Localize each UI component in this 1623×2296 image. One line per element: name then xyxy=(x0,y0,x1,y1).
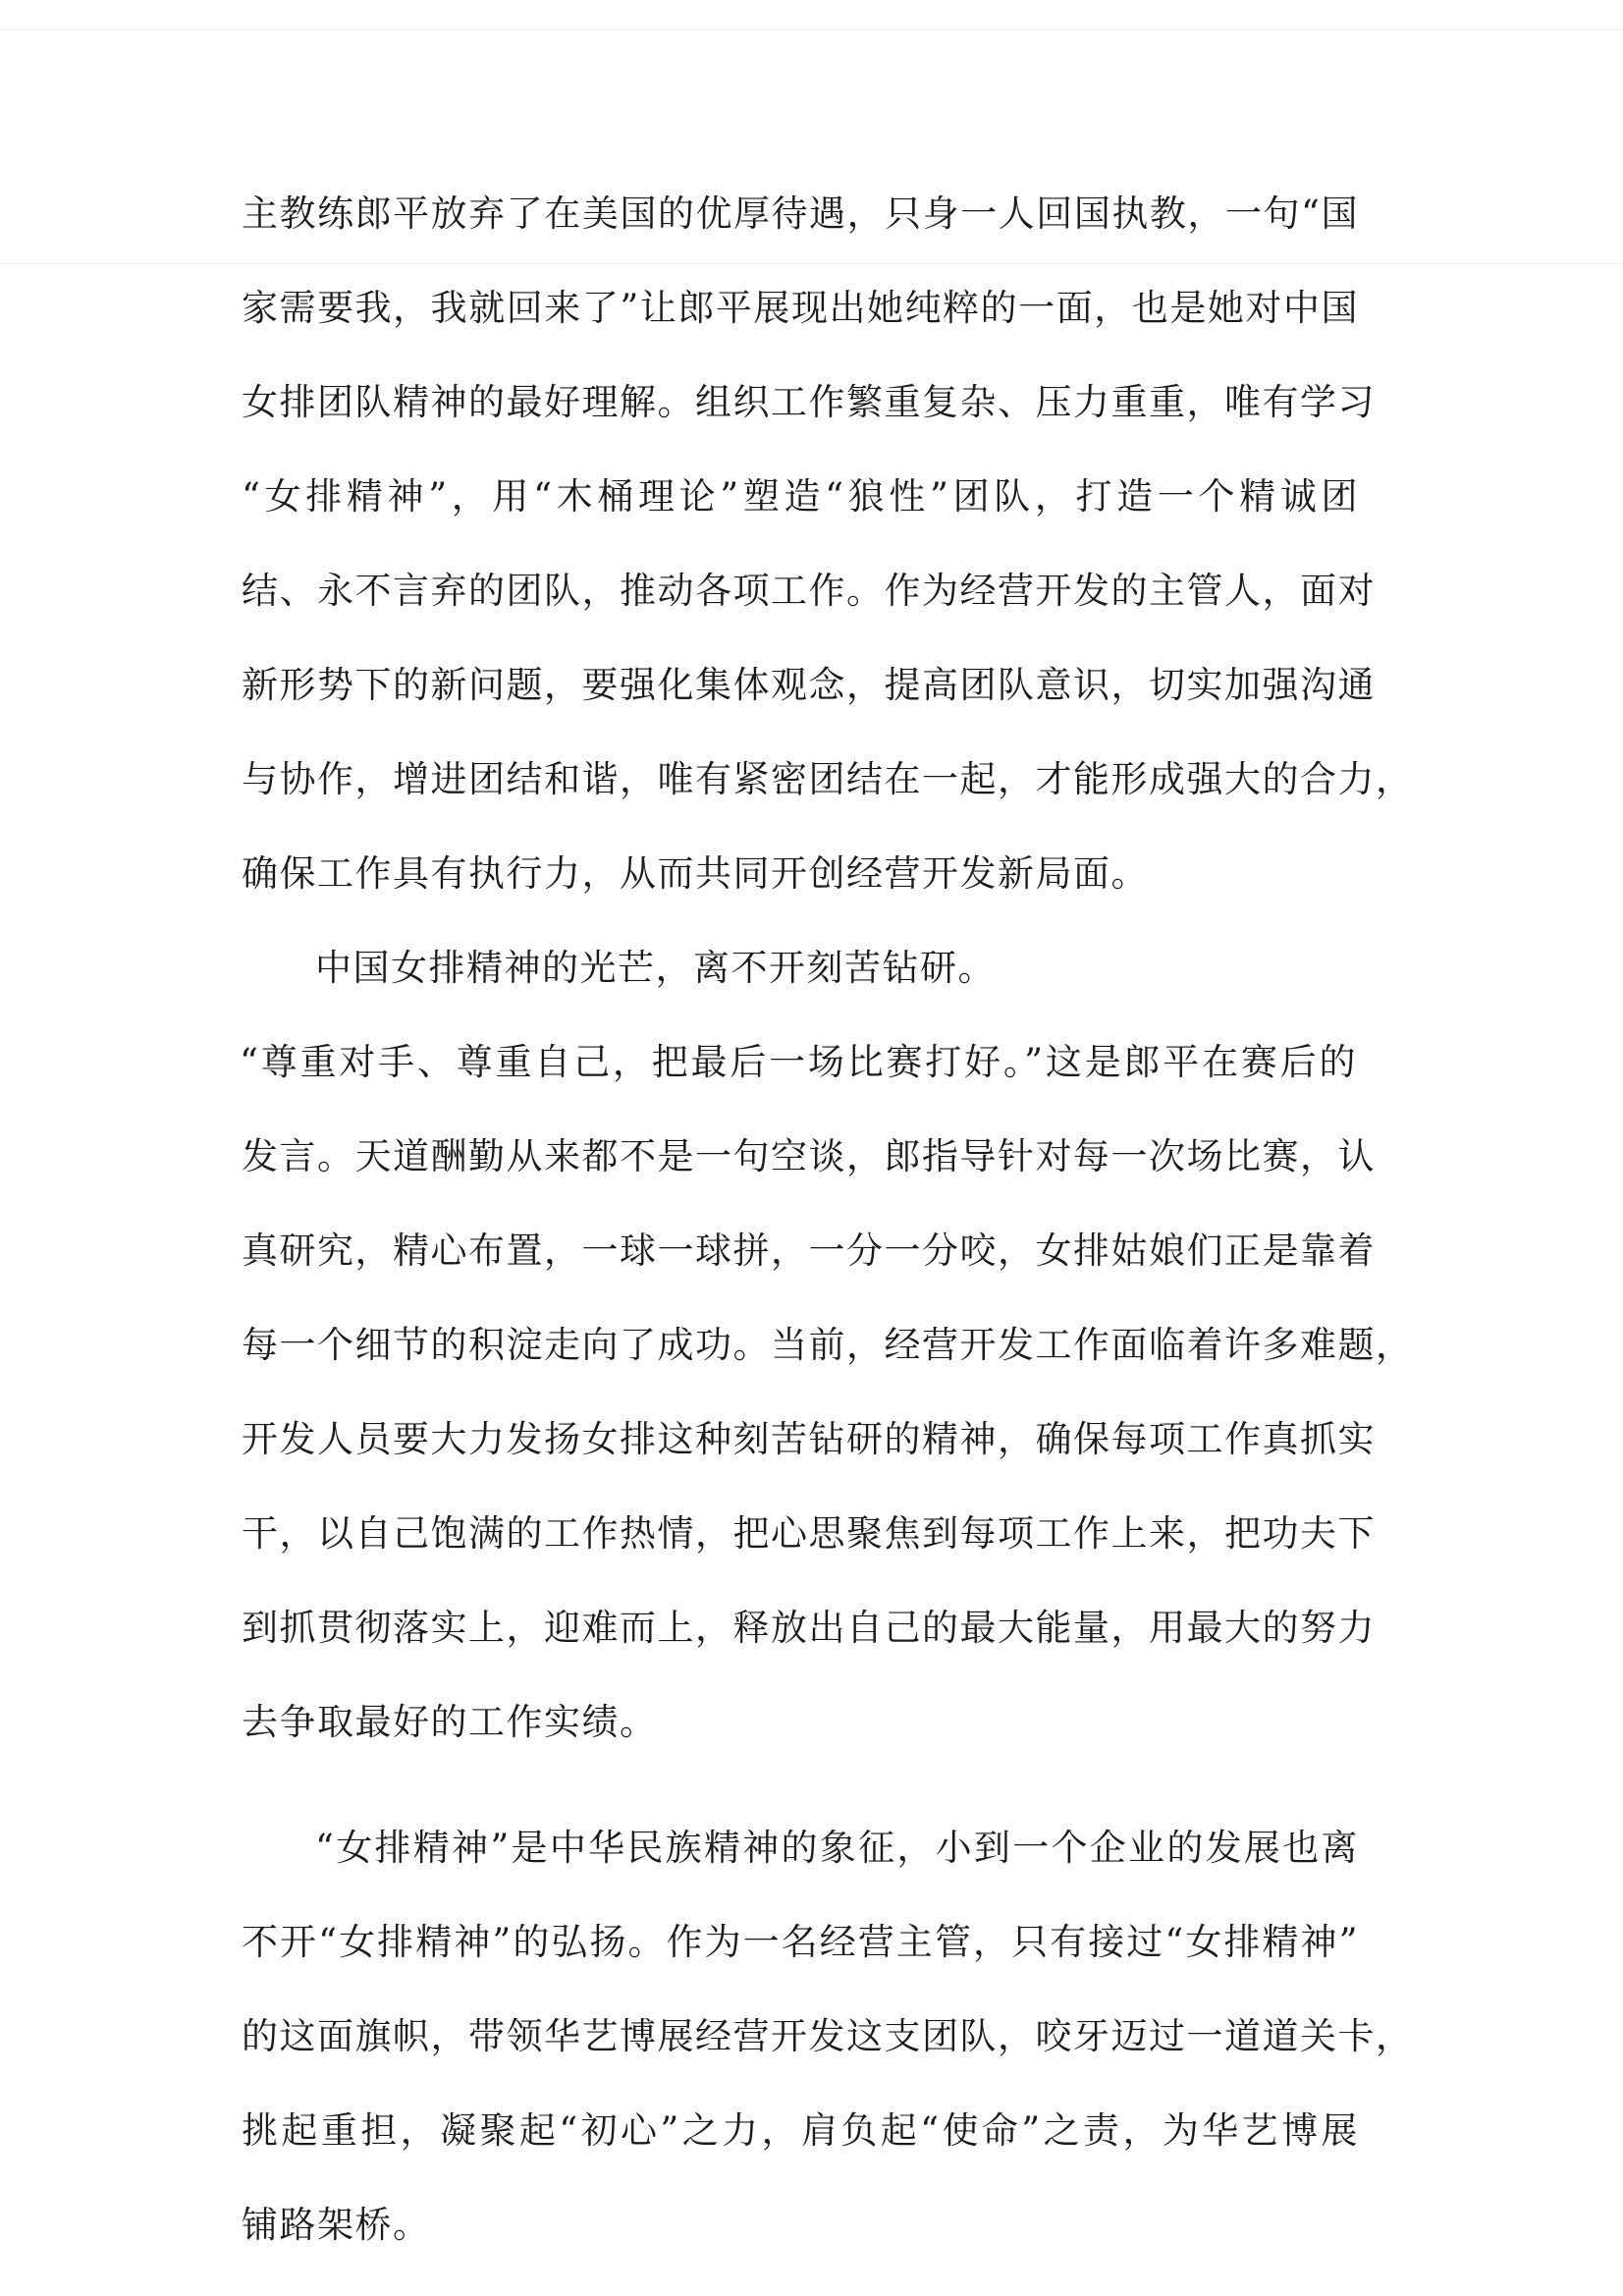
paragraph-line: “女排精神”是中华民族精神的象征，小到一个企业的发展也离 xyxy=(315,1827,1359,1869)
paragraph-line: 女排团队精神的最好理解。组织工作繁重复杂、压力重重，唯有学习 xyxy=(242,381,1376,423)
paragraph-line: 确保工作具有执行力，从而共同开创经营开发新局面。 xyxy=(242,852,1149,895)
paragraph-line: 家需要我，我就回来了”让郎平展现出她纯粹的一面，也是她对中国 xyxy=(242,287,1359,329)
paragraph-line: 开发人员要大力发扬女排这种刻苦钻研的精神，确保每项工作真抓实 xyxy=(242,1418,1376,1460)
paragraph-line: “女排精神”，用“木桶理论”塑造“狼性”团队，打造一个精诚团 xyxy=(242,475,1359,518)
paragraph-line: 去争取最好的工作实绩。 xyxy=(242,1701,658,1743)
paragraph-line: 铺路架桥。 xyxy=(242,2204,431,2246)
paragraph-line: 真研究，精心布置，一球一球拼，一分一分咬，女排姑娘们正是靠着 xyxy=(242,1230,1376,1272)
paragraph-line: 干，以自己饱满的工作热情，把心思聚焦到每项工作上来，把功夫下 xyxy=(242,1512,1376,1555)
paragraph-line: 不开“女排精神”的弘扬。作为一名经营主管，只有接过“女排精神” xyxy=(242,1921,1359,1963)
paragraph-line: 新形势下的新问题，要强化集体观念，提高团队意识，切实加强沟通 xyxy=(242,664,1376,706)
paragraph-line: 到抓贯彻落实上，迎难而上，释放出自己的最大能量，用最大的努力 xyxy=(242,1607,1376,1649)
paragraph-line: 与协作，增进团结和谐，唯有紧密团结在一起，才能形成强大的合力， xyxy=(242,758,1414,800)
paragraph-line: 发言。天道酬勤从来都不是一句空谈，郎指导针对每一次场比赛，认 xyxy=(242,1135,1376,1177)
paragraph-line: 每一个细节的积淀走向了成功。当前，经营开发工作面临着许多难题， xyxy=(242,1324,1414,1366)
paragraph-line: 结、永不言弃的团队，推动各项工作。作为经营开发的主管人，面对 xyxy=(242,570,1376,612)
scan-edge-line xyxy=(0,29,1623,30)
paragraph-heading-line: 中国女排精神的光芒，离不开刻苦钻研。 xyxy=(315,947,996,989)
scan-edge-line xyxy=(0,263,1623,264)
paragraph-line: “尊重对手、尊重自己，把最后一场比赛打好。”这是郎平在赛后的 xyxy=(240,1041,1357,1083)
paragraph-line: 的这面旗帜，带领华艺博展经营开发这支团队，咬牙迈过一道道关卡， xyxy=(242,2015,1414,2057)
paragraph-line: 主教练郎平放弃了在美国的优厚待遇，只身一人回国执教，一句“国 xyxy=(242,192,1359,235)
paragraph-line: 挑起重担，凝聚起“初心”之力，肩负起“使命”之责，为华艺博展 xyxy=(242,2109,1359,2152)
